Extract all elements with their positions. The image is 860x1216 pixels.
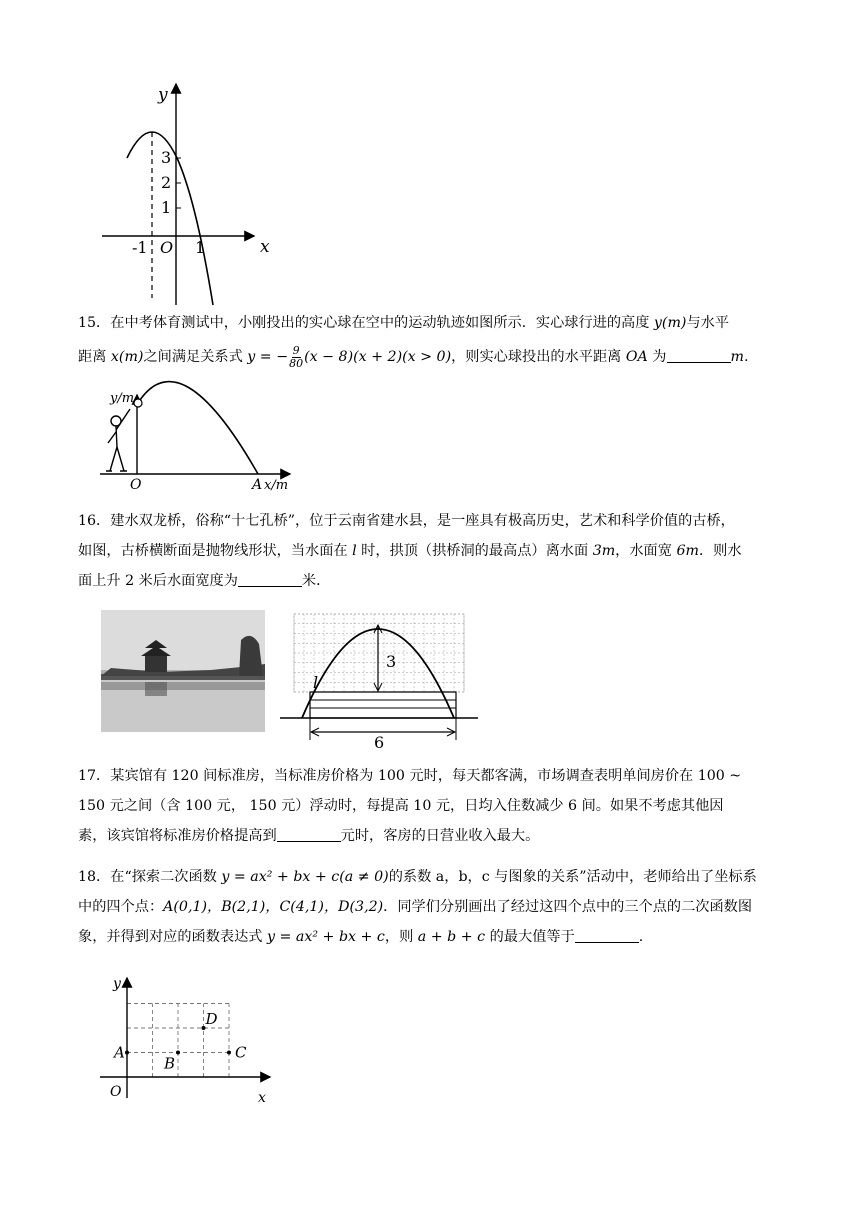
fig15-parabola — [138, 382, 258, 474]
fig14-ytick-2: 2 — [161, 173, 172, 192]
fig18-coordinate-grid — [0, 968, 860, 1108]
fig15-trajectory — [0, 385, 860, 505]
fig14-ytick-3: 3 — [161, 148, 172, 167]
q17-answer-blank[interactable] — [277, 827, 341, 842]
q18-line-2: 中的四个点：A(0,1)，B(2,1)，C(4,1)，D(3,2)．同学们分别画出了经过这四个点中的三个点的二次函数图 — [78, 899, 753, 915]
fig15-ball — [134, 399, 142, 407]
fig14-xtick-neg1: -1 — [132, 238, 148, 257]
q15-line-1: 15．在中考体育测试中，小刚投出的实心球在空中的运动轨迹如图所示．实心球行进的高度 y(m)与水平 — [78, 315, 730, 331]
fig14-graph — [0, 0, 860, 320]
fig18-label-C: C — [235, 1043, 247, 1062]
fig18-x-label: x — [258, 1090, 266, 1106]
fig18-point-A — [125, 1051, 129, 1055]
q18-answer-blank[interactable] — [575, 928, 639, 943]
fig14-x-label: x — [260, 237, 270, 257]
fig16-water-label: l — [313, 673, 319, 692]
q17-number: 17． — [78, 768, 111, 784]
fig18-y-label: y — [113, 976, 121, 992]
fig15-point-A: A — [252, 477, 263, 493]
q15-answer-blank[interactable] — [667, 348, 731, 363]
q16-line-1: 16．建水双龙桥，俗称“十七孔桥”，位于云南省建水县，是一座具有极高历史，艺术和科学价值的古桥， — [78, 513, 735, 529]
q18-number: 18． — [78, 869, 111, 885]
fig15-athlete-icon — [106, 409, 130, 471]
q16-answer-blank[interactable] — [238, 572, 302, 587]
question-16 — [78, 506, 808, 596]
q17-line-2: 150 元之间（含 100 元， 150 元）浮动时，每提高 10 元，日均入住数减少 6 间。如果不考虑其他因 — [78, 798, 724, 814]
fig15-origin: O — [130, 477, 142, 493]
fig15-y-label: y/m — [110, 391, 135, 406]
fig16-water-box — [310, 692, 456, 718]
question-15 — [78, 308, 808, 372]
fig14-origin: O — [160, 238, 174, 257]
fig18-label-D: D — [205, 1010, 218, 1028]
question-18 — [78, 862, 808, 952]
fig16-height-label: 3 — [386, 652, 397, 671]
q18-line-3: 象，并得到对应的函数表达式 y = ax² + bx + c，则 a + b + c 的最大值等于 . — [78, 929, 644, 945]
fig14-xtick-1: 1 — [195, 238, 206, 257]
q17-line-3: 素，该宾馆将标准房价格提高到 元时，客房的日营业收入最大。 — [78, 828, 540, 844]
fig15-x-label: x/m — [264, 478, 289, 493]
question-17 — [78, 761, 808, 851]
fig18-label-A: A — [114, 1043, 125, 1062]
q15-number: 15． — [78, 315, 111, 331]
fig18-point-B — [176, 1051, 180, 1055]
q15-line-2: 距离 x(m)之间满足关系式 y = − $\frac{9}{80}$ (x − 8)(x + 2)(x > 0)，则实心球投出的水平距离 OA 为 m. — [78, 343, 749, 370]
q17-line-1: 17．某宾馆有 120 间标准房，当标准房价格为 100 元时，每天都客满，市场调查表明单间房价在 100 ~ — [78, 768, 742, 784]
q15-formula: y = − $\frac{9}{80}$ (x − 8)(x + 2)(x > 0) — [247, 343, 452, 370]
fig16-width-label: 6 — [374, 733, 385, 752]
q16-line-2: 如图，古桥横断面是抛物线形状，当水面在 l 时，拱顶（拱桥洞的最高点）离水面 3m，水面宽 6m．则水 — [78, 543, 742, 559]
fig14-ytick-1: 1 — [161, 198, 172, 217]
q15-fraction: $\frac{9}{80}$ — [289, 343, 304, 370]
q16-line-3: 面上升 2 米后水面宽度为 米． — [78, 573, 331, 589]
fig18-label-B: B — [164, 1054, 176, 1073]
fig18-point-C — [227, 1051, 231, 1055]
q18-line-1: 18．在“探索二次函数 y = ax² + bx + c(a ≠ 0)的系数 a，b，c 与图象的关系”活动中，老师给出了坐标系 — [78, 869, 757, 885]
fig14-y-label: y — [158, 85, 168, 105]
fig16-arch-diagram — [0, 600, 860, 750]
q16-number: 16． — [78, 513, 111, 529]
fig18-origin: O — [110, 1084, 122, 1100]
